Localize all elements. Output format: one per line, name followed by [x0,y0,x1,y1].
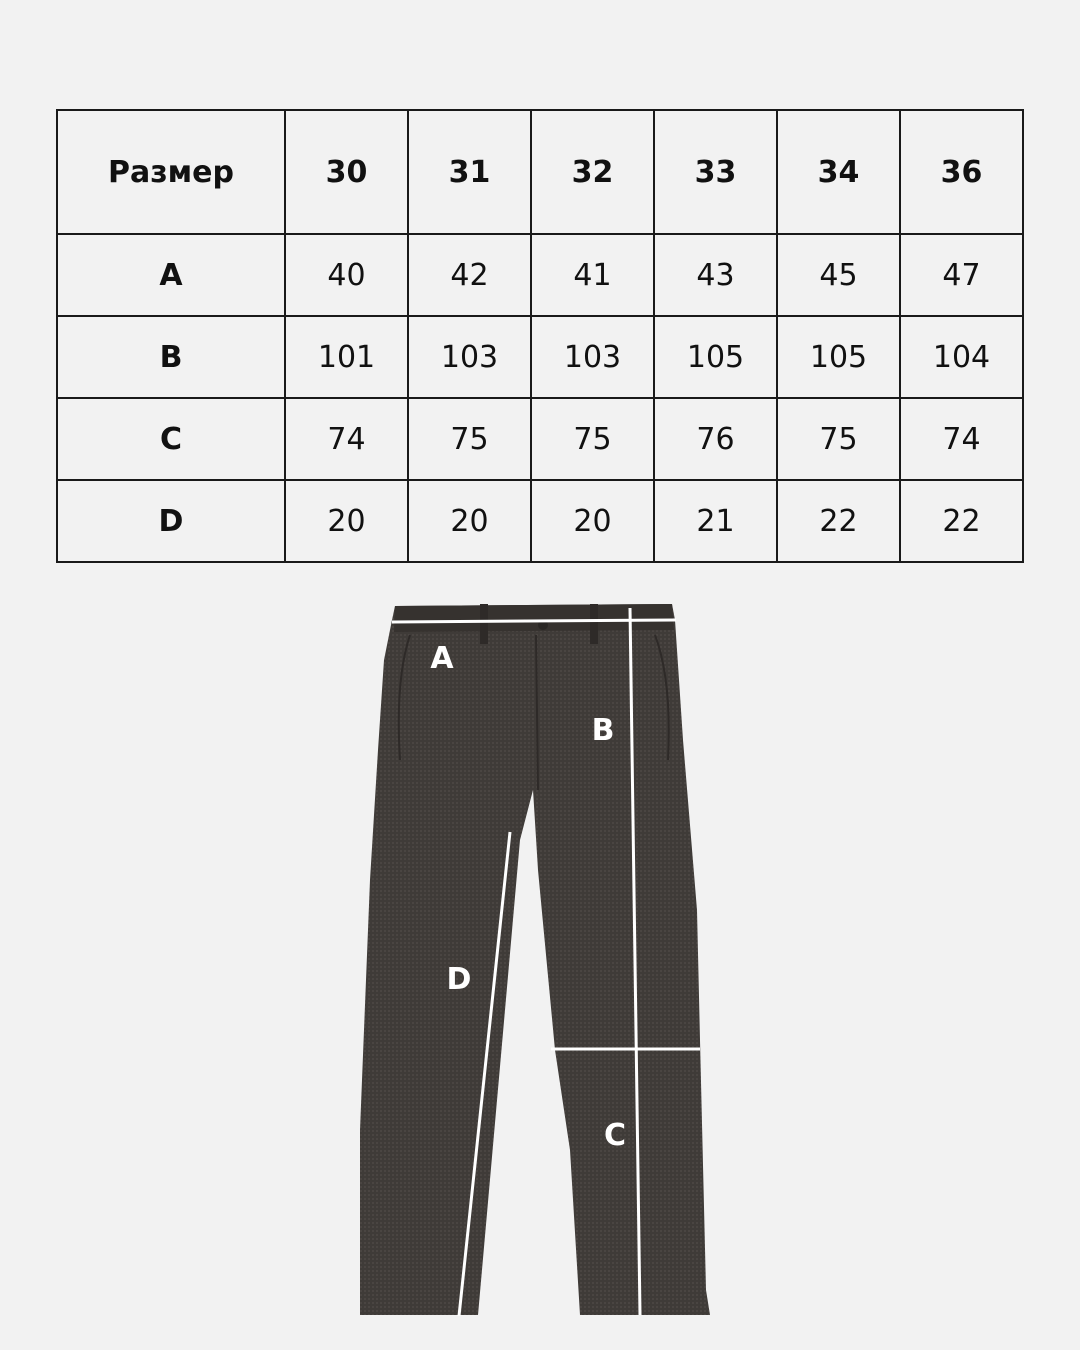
table-cell: 105 [777,316,900,398]
table-cell: 104 [900,316,1023,398]
table-cell: 20 [285,480,408,562]
table-cell: 75 [531,398,654,480]
table-cell: 101 [285,316,408,398]
size-header-cell: 32 [531,110,654,234]
table-cell: 76 [654,398,777,480]
table-cell: 20 [408,480,531,562]
waistband [394,604,674,632]
table-row [57,234,1023,316]
table-cell: 105 [654,316,777,398]
trousers-illustration [0,590,1080,1330]
table-cell: 74 [285,398,408,480]
table-cell: 103 [531,316,654,398]
trousers-measurement-diagram [0,590,1080,1330]
table-cell: 103 [408,316,531,398]
table-cell: 42 [408,234,531,316]
table-cell: 45 [777,234,900,316]
size-header-cell: 34 [777,110,900,234]
table-cell: 40 [285,234,408,316]
belt-loop [480,604,488,644]
table-cell: 75 [777,398,900,480]
measure-label-d: D [446,962,472,997]
size-header-cell: 36 [900,110,1023,234]
size-header-cell: 30 [285,110,408,234]
trousers-shape [360,604,710,1315]
measurement-label: A [57,234,285,316]
table-cell: 20 [531,480,654,562]
table-row [57,398,1023,480]
measurement-label: C [57,398,285,480]
table-header-row [57,110,1023,234]
size-header-cell: 31 [408,110,531,234]
measure-line-a [392,620,676,622]
size-header-label: Размер [57,110,285,234]
table-cell: 22 [777,480,900,562]
table-cell: 47 [900,234,1023,316]
size-header-cell: 33 [654,110,777,234]
measure-label-a: A [430,641,454,676]
table-cell: 43 [654,234,777,316]
measurement-label: D [57,480,285,562]
measure-label-c: C [603,1118,627,1153]
table-cell: 41 [531,234,654,316]
measure-label-b: B [591,713,615,748]
measurement-label: B [57,316,285,398]
table-row [57,480,1023,562]
table-cell: 74 [900,398,1023,480]
table-cell: 22 [900,480,1023,562]
belt-loop [590,604,598,644]
table-cell: 75 [408,398,531,480]
table-row [57,316,1023,398]
size-chart-table [56,109,1024,563]
table-cell: 21 [654,480,777,562]
